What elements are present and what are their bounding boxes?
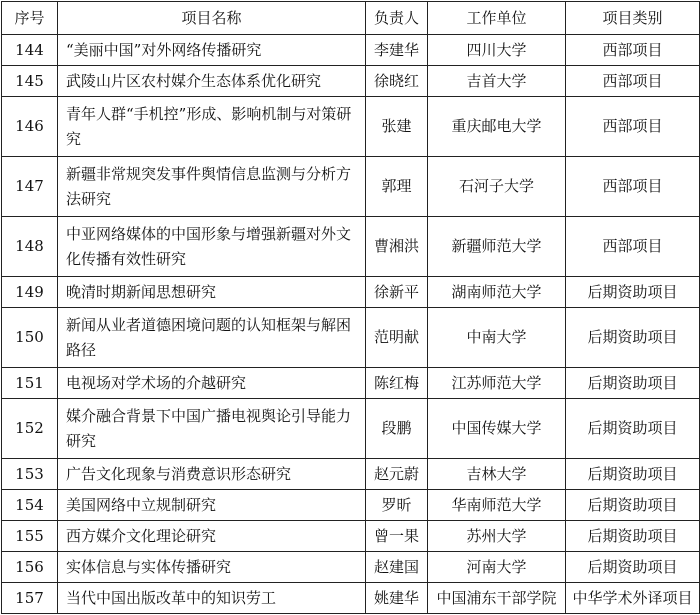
project-table: [1, 1, 700, 614]
cell-category: 西部项目: [566, 157, 700, 217]
cell-category: 后期资助项目: [566, 277, 700, 308]
cell-leader: 李建华: [366, 35, 428, 66]
table-row: [2, 459, 700, 490]
cell-unit: 中国传媒大学: [428, 399, 566, 459]
cell-leader: 赵建国: [366, 552, 428, 583]
cell-leader: 曹湘洪: [366, 217, 428, 277]
header-name: 项目名称: [58, 2, 366, 35]
cell-project-name: 媒介融合背景下中国广播电视舆论引导能力研究: [58, 399, 366, 459]
cell-project-name: 实体信息与实体传播研究: [58, 552, 366, 583]
header-category: 项目类别: [566, 2, 700, 35]
cell-unit: 吉首大学: [428, 66, 566, 97]
cell-no: 147: [2, 157, 58, 217]
cell-no: 146: [2, 97, 58, 157]
cell-leader: 姚建华: [366, 583, 428, 614]
cell-leader: 罗昕: [366, 490, 428, 521]
cell-no: 156: [2, 552, 58, 583]
cell-project-name: “美丽中国”对外网络传播研究: [58, 35, 366, 66]
cell-leader: 郭理: [366, 157, 428, 217]
cell-leader: 曾一果: [366, 521, 428, 552]
table-row: [2, 277, 700, 308]
table-row: [2, 490, 700, 521]
table-row: [2, 97, 700, 157]
cell-leader: 陈红梅: [366, 368, 428, 399]
cell-category: 后期资助项目: [566, 399, 700, 459]
cell-no: 152: [2, 399, 58, 459]
cell-project-name: 美国网络中立规制研究: [58, 490, 366, 521]
cell-category: 后期资助项目: [566, 552, 700, 583]
cell-unit: 新疆师范大学: [428, 217, 566, 277]
cell-no: 153: [2, 459, 58, 490]
cell-project-name: 晚清时期新闻思想研究: [58, 277, 366, 308]
cell-category: 后期资助项目: [566, 459, 700, 490]
cell-unit: 江苏师范大学: [428, 368, 566, 399]
cell-no: 145: [2, 66, 58, 97]
cell-category: 后期资助项目: [566, 490, 700, 521]
cell-unit: 重庆邮电大学: [428, 97, 566, 157]
table-row: [2, 157, 700, 217]
cell-no: 157: [2, 583, 58, 614]
cell-project-name: 西方媒介文化理论研究: [58, 521, 366, 552]
cell-category: 后期资助项目: [566, 308, 700, 368]
table-row: [2, 368, 700, 399]
cell-project-name: 青年人群“手机控”形成、影响机制与对策研究: [58, 97, 366, 157]
cell-no: 155: [2, 521, 58, 552]
cell-unit: 中南大学: [428, 308, 566, 368]
cell-unit: 湖南师范大学: [428, 277, 566, 308]
cell-project-name: 当代中国出版改革中的知识劳工: [58, 583, 366, 614]
cell-unit: 石河子大学: [428, 157, 566, 217]
cell-category: 后期资助项目: [566, 521, 700, 552]
table-row: [2, 35, 700, 66]
cell-project-name: 武陵山片区农村媒介生态体系优化研究: [58, 66, 366, 97]
cell-leader: 赵元蔚: [366, 459, 428, 490]
cell-project-name: 新疆非常规突发事件舆情信息监测与分析方法研究: [58, 157, 366, 217]
cell-leader: 范明献: [366, 308, 428, 368]
cell-no: 154: [2, 490, 58, 521]
cell-unit: 华南师范大学: [428, 490, 566, 521]
cell-project-name: 电视场对学术场的介越研究: [58, 368, 366, 399]
cell-no: 149: [2, 277, 58, 308]
cell-no: 148: [2, 217, 58, 277]
header-no: 序号: [2, 2, 58, 35]
cell-leader: 徐新平: [366, 277, 428, 308]
cell-category: 西部项目: [566, 97, 700, 157]
table-row: [2, 552, 700, 583]
cell-no: 150: [2, 308, 58, 368]
cell-unit: 河南大学: [428, 552, 566, 583]
cell-project-name: 广告文化现象与消费意识形态研究: [58, 459, 366, 490]
table-row: [2, 399, 700, 459]
cell-no: 151: [2, 368, 58, 399]
table-row: [2, 521, 700, 552]
header-row: [2, 2, 700, 35]
header-leader: 负责人: [366, 2, 428, 35]
table-row: [2, 308, 700, 368]
table-row: [2, 66, 700, 97]
cell-project-name: 中亚网络媒体的中国形象与增强新疆对外文化传播有效性研究: [58, 217, 366, 277]
cell-unit: 苏州大学: [428, 521, 566, 552]
cell-category: 后期资助项目: [566, 368, 700, 399]
cell-unit: 吉林大学: [428, 459, 566, 490]
table-body: [2, 35, 700, 614]
header-unit: 工作单位: [428, 2, 566, 35]
cell-category: 西部项目: [566, 66, 700, 97]
cell-category: 西部项目: [566, 35, 700, 66]
cell-category: 中华学术外译项目: [566, 583, 700, 614]
table-row: [2, 217, 700, 277]
cell-unit: 四川大学: [428, 35, 566, 66]
cell-category: 西部项目: [566, 217, 700, 277]
table-row: [2, 583, 700, 614]
cell-unit: 中国浦东干部学院: [428, 583, 566, 614]
cell-leader: 徐晓红: [366, 66, 428, 97]
cell-leader: 段鹏: [366, 399, 428, 459]
cell-project-name: 新闻从业者道德困境问题的认知框架与解困路径: [58, 308, 366, 368]
cell-no: 144: [2, 35, 58, 66]
cell-leader: 张建: [366, 97, 428, 157]
